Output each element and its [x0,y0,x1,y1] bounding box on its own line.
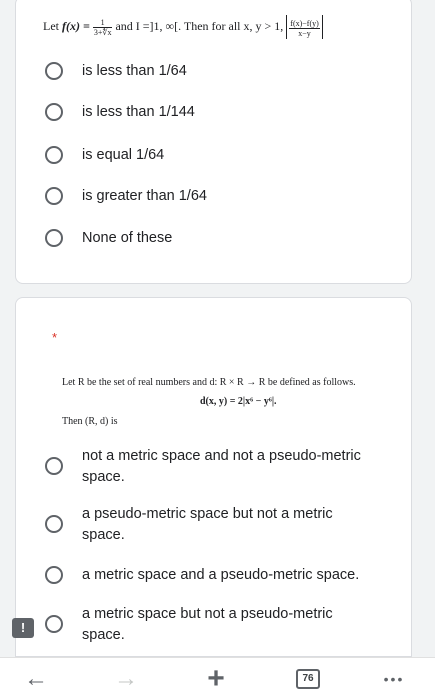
option-label: not a metric space and not a pseudo-metric space. [82,448,361,485]
q1-frac-den: 3+∜x [93,27,112,37]
option-label: is equal 1/64 [82,147,165,163]
new-tab-button[interactable] [198,664,234,694]
required-asterisk: * [52,330,58,345]
option-label: is less than 1/144 [82,104,195,120]
forward-arrow-icon: → [114,665,138,692]
q1-frac-num: 1 [93,18,113,28]
q2-option-1[interactable] [45,446,365,488]
more-dots-icon: ••• [383,671,405,687]
option-label: None of these [82,230,173,246]
q1-abs-fraction [286,15,323,39]
option-label: is greater than 1/64 [82,188,207,204]
plus-icon: + [207,662,225,695]
q2-option-4[interactable] [45,604,355,646]
radio-icon[interactable] [45,229,63,247]
back-arrow-icon: ← [24,665,48,692]
q2-line-1: Let R be the set of real numbers and d: R × R → R be defined as follows. [62,377,356,388]
menu-button[interactable] [372,664,416,694]
radio-icon[interactable] [45,515,63,533]
radio-icon[interactable] [45,615,63,633]
q1-option-2[interactable] [45,102,195,123]
radio-icon[interactable] [45,146,63,164]
q1-abs-num: f(x)−f(y) [290,19,319,28]
q2-option-2[interactable] [45,504,355,546]
q2-line-2: d(x, y) = 2|x⁶ − y⁶|. [200,396,277,407]
q1-lead: Let [43,19,59,33]
browser-toolbar [0,657,435,700]
forward-button[interactable] [108,664,144,694]
q1-abs-den: x−y [298,29,311,38]
tab-count: 76 [296,669,320,689]
option-label: is less than 1/64 [82,63,187,79]
q1-option-1[interactable] [45,61,187,82]
option-label: a pseudo-metric space but not a metric space. [82,506,333,543]
radio-icon[interactable] [45,457,63,475]
q1-option-4[interactable] [45,186,207,207]
question-1-text [43,14,403,39]
option-label: a metric space but not a pseudo-metric space. [82,606,333,643]
option-label: a metric space and a pseudo-metric space. [82,567,360,583]
q1-option-5[interactable] [45,228,172,249]
q1-fx: f(x) = [62,19,90,33]
q1-fraction [93,18,113,37]
radio-icon[interactable] [45,187,63,205]
feedback-icon[interactable]: ! [12,618,34,638]
tab-switcher-button[interactable] [288,664,328,694]
q2-option-3[interactable] [45,565,385,586]
back-button[interactable] [18,664,54,694]
q1-mid: and I =]1, ∞[. Then for all x, y > 1, [115,19,284,33]
radio-icon[interactable] [45,566,63,584]
radio-icon[interactable] [45,62,63,80]
q2-line-3: Then (R, d) is [62,416,118,427]
radio-icon[interactable] [45,103,63,121]
q1-option-3[interactable] [45,145,164,166]
